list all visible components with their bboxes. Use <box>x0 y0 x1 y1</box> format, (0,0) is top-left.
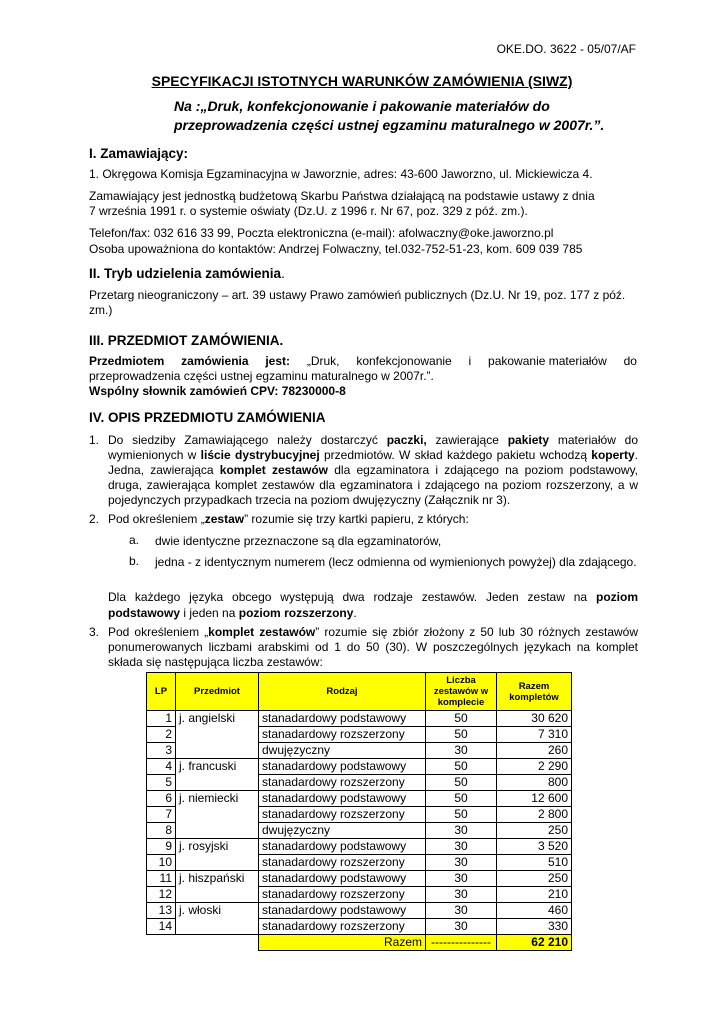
table-sum-row <box>147 935 572 951</box>
sub-item-a-text: dwie identyczne przeznaczone są dla egzaminatorów, <box>155 534 442 548</box>
cell-lp: 13 <box>147 903 176 919</box>
cell-kind: stanadardowy podstawowy <box>259 871 426 887</box>
cell-count: 50 <box>426 775 497 791</box>
word: „Druk, <box>306 354 340 368</box>
table-row <box>147 919 572 935</box>
cell-count: 30 <box>426 903 497 919</box>
cell-count: 50 <box>426 727 497 743</box>
text-run: materiałów do wymienionych w <box>108 433 638 462</box>
empty-cell <box>176 935 259 951</box>
legal-basis-line-2: 7 września 1991 r. o systemie oświaty (Dz.U. z 1996 r. Nr 67, poz. 329 z póź. zm.). <box>89 204 528 218</box>
cell-count: 30 <box>426 919 497 935</box>
cell-lp: 12 <box>147 887 176 903</box>
cell-kind: stanadardowy podstawowy <box>259 711 426 727</box>
cell-lp: 11 <box>147 871 176 887</box>
section-1-contact-person: Osoba upoważniona do kontaktów: Andrzej Folwaczny, tel.032-752-51-23, kom. 609 039 785 <box>89 242 583 256</box>
cell-total: 330 <box>497 919 572 935</box>
table-row <box>147 775 572 791</box>
cell-kind: dwujęzyczny <box>259 743 426 759</box>
item-3-text <box>108 625 638 670</box>
text-run: liście dystrybucyjnej <box>200 448 320 462</box>
text-run: Dla każdego języka obcego występują dwa rodzaje zestawów. Jeden zestaw na <box>108 590 596 604</box>
table-row <box>147 759 572 775</box>
item-1-number: 1. <box>89 433 100 447</box>
table-row <box>147 823 572 839</box>
text-run: Pod określeniem „ <box>108 512 205 526</box>
item-2-number: 2. <box>89 512 100 526</box>
table-row <box>147 871 572 887</box>
text-run: i jeden na <box>180 606 239 620</box>
word: pakowanie materiałów <box>488 354 607 368</box>
item-2-text <box>108 512 638 527</box>
section-2-heading-dot: . <box>281 266 285 281</box>
cell-count: 50 <box>426 711 497 727</box>
table-row <box>147 855 572 871</box>
cell-total: 460 <box>497 903 572 919</box>
cell-total: 2 290 <box>497 759 572 775</box>
header-kind: Rodzaj <box>259 673 426 711</box>
cell-lp: 2 <box>147 727 176 743</box>
section-2-heading <box>89 266 285 281</box>
item-1-text <box>108 433 638 508</box>
table-row <box>147 903 572 919</box>
cell-total: 800 <box>497 775 572 791</box>
cell-total: 260 <box>497 743 572 759</box>
procedure-line-1: Przetarg nieograniczony – art. 39 ustawy Prawo zamówień publicznych (Dz.U. Nr 19, poz. 177 z póź. <box>89 288 626 302</box>
table-row <box>147 711 572 727</box>
table-row <box>147 807 572 823</box>
cell-subject: j. hiszpański <box>176 871 259 887</box>
text-run: dla egzaminatora i zdającego na poziom podstawowy, druga, zawierająca komplet zestawów dla egzaminatora i zdającego na poziom rozszerzony, a w pojedynczych przypadkach trzecia na poziom dwujęzyczny (Załącznik nr 3). <box>108 463 639 507</box>
text-run: Do siedziby Zamawiającego należy dostarczyć <box>108 433 387 447</box>
cell-subject: j. rosyjski <box>176 839 259 855</box>
cell-count: 30 <box>426 855 497 871</box>
cell-count: 50 <box>426 807 497 823</box>
tender-subject <box>174 97 654 135</box>
empty-cell <box>147 935 176 951</box>
text-run: zestaw <box>204 512 245 526</box>
section-1-contact: Telefon/fax: 032 616 33 99, Poczta elektroniczna (e-mail): afolwaczny@oke.jaworzno.pl <box>89 226 554 240</box>
header-lp: LP <box>147 673 176 711</box>
table-header-row <box>147 673 572 711</box>
item-3-number: 3. <box>89 625 100 639</box>
section-2-procedure <box>89 288 637 318</box>
section-3-line-1 <box>89 354 637 369</box>
cell-count: 50 <box>426 759 497 775</box>
text-run: . <box>353 606 357 620</box>
text-run: paczki, <box>386 433 427 447</box>
cell-subject: j. francuski <box>176 759 259 775</box>
section-1-address: 1. Okręgowa Komisja Egzaminacyjna w Jaworznie, adres: 43-600 Jaworzno, ul. Mickiewicza 4. <box>89 167 593 181</box>
section-3-heading: III. PRZEDMIOT ZAMÓWIENIA. <box>89 333 284 348</box>
cell-lp: 8 <box>147 823 176 839</box>
page-title: SPECYFIKACJI ISTOTNYCH WARUNKÓW ZAMÓWIENIA (SIWZ) <box>151 73 573 89</box>
document-reference: OKE.DO. 3622 - 05/07/AF <box>496 42 636 56</box>
section-2-heading-text: II. Tryb udzielenia zamówienia <box>89 266 282 281</box>
cell-lp: 7 <box>147 807 176 823</box>
section-4-heading: IV. OPIS PRZEDMIOTU ZAMÓWIENIA <box>89 410 326 425</box>
tender-subject-line-1: Na :„Druk, konfekcjonowanie i pakowanie materiałów do <box>174 98 550 114</box>
tender-subject-line-2: przeprowadzenia części ustnej egzaminu maturalnego w 2007r.”. <box>174 117 605 133</box>
cell-subject <box>176 807 259 823</box>
cell-total: 30 620 <box>497 711 572 727</box>
cell-subject <box>176 823 259 839</box>
text-run: komplet zestawów <box>219 463 329 477</box>
sub-item-a-letter: a. <box>129 533 140 547</box>
cell-lp: 3 <box>147 743 176 759</box>
section-1-heading: I. Zamawiający: <box>89 146 189 161</box>
cell-count: 30 <box>426 743 497 759</box>
cell-subject: j. angielski <box>176 711 259 727</box>
header-total: Razem kompletów <box>497 673 572 711</box>
cell-lp: 1 <box>147 711 176 727</box>
cpv-code: Wspólny słownik zamówień CPV: 78230000-8 <box>89 384 346 398</box>
cell-total: 250 <box>497 871 572 887</box>
cell-total: 510 <box>497 855 572 871</box>
table-row <box>147 839 572 855</box>
text-run: ” rozumie się trzy kartki papieru, z których: <box>244 512 469 526</box>
cell-total: 3 520 <box>497 839 572 855</box>
cell-kind: stanadardowy rozszerzony <box>259 855 426 871</box>
sum-dashes: --------------- <box>426 935 497 951</box>
cell-kind: stanadardowy rozszerzony <box>259 807 426 823</box>
cell-lp: 14 <box>147 919 176 935</box>
cell-kind: dwujęzyczny <box>259 823 426 839</box>
section-1-legal-basis <box>89 189 637 219</box>
cell-subject <box>176 887 259 903</box>
cell-lp: 4 <box>147 759 176 775</box>
cell-subject <box>176 775 259 791</box>
cell-total: 2 800 <box>497 807 572 823</box>
cell-count: 30 <box>426 887 497 903</box>
cell-subject <box>176 743 259 759</box>
text-run: . Jedna, zawierająca <box>108 448 638 477</box>
cell-kind: stanadardowy podstawowy <box>259 759 426 775</box>
sub-item-b-text: jedna - z identycznym numerem (lecz odmienna od wymienionych powyżej) dla zdającego. <box>155 555 637 569</box>
text-run: poziom podstawowy <box>108 590 638 620</box>
text-run: pakiety <box>507 433 550 447</box>
header-subject: Przedmiot <box>176 673 259 711</box>
word: do <box>623 354 637 368</box>
cell-kind: stanadardowy podstawowy <box>259 903 426 919</box>
cell-count: 50 <box>426 791 497 807</box>
item-2-levels <box>108 589 638 621</box>
cell-kind: stanadardowy rozszerzony <box>259 727 426 743</box>
sets-table <box>146 672 572 951</box>
text-run: ” rozumie się zbiór złożony z 50 lub 30 różnych zestawów ponumerowanych liczbami arabskimi od 1 do 50 (30). W poszczególnych językach na komplet składa się następująca liczba zestawów: <box>108 625 639 669</box>
cell-lp: 5 <box>147 775 176 791</box>
cell-total: 12 600 <box>497 791 572 807</box>
table-row <box>147 791 572 807</box>
sub-item-b-letter: b. <box>129 554 140 568</box>
cell-lp: 10 <box>147 855 176 871</box>
cell-count: 30 <box>426 839 497 855</box>
procedure-line-2: zm.) <box>89 303 113 317</box>
section-3-subject <box>89 354 637 399</box>
cell-kind: stanadardowy podstawowy <box>259 839 426 855</box>
header-count: Liczba zestawów w komplecie <box>426 673 497 711</box>
text-run: poziom rozszerzony <box>238 606 354 620</box>
sum-total: 62 210 <box>497 935 572 951</box>
word: konfekcjonowanie <box>356 354 452 368</box>
section-3-line-2: przeprowadzenia części ustnej egzaminu maturalnego w 2007r.”. <box>89 369 434 383</box>
cell-subject: j. włoski <box>176 903 259 919</box>
text-run: Pod określeniem „ <box>108 625 209 639</box>
cell-kind: stanadardowy rozszerzony <box>259 887 426 903</box>
cell-count: 30 <box>426 823 497 839</box>
cell-total: 210 <box>497 887 572 903</box>
cell-total: 250 <box>497 823 572 839</box>
word: Przedmiotem <box>89 354 165 368</box>
cell-subject <box>176 855 259 871</box>
text-run: przedmiotów. W skład każdego pakietu wchodzą <box>319 448 592 462</box>
cell-count: 30 <box>426 871 497 887</box>
cell-kind: stanadardowy rozszerzony <box>259 919 426 935</box>
table-row <box>147 743 572 759</box>
legal-basis-line-1: Zamawiający jest jednostką budżetową Skarbu Państwa działającą na podstawie ustawy z dnia <box>89 189 595 203</box>
text-run: koperty <box>591 448 635 462</box>
table-body <box>147 711 572 951</box>
cell-lp: 6 <box>147 791 176 807</box>
text-run: komplet zestawów <box>208 625 316 639</box>
cell-subject <box>176 919 259 935</box>
cell-kind: stanadardowy rozszerzony <box>259 775 426 791</box>
cell-total: 7 310 <box>497 727 572 743</box>
cell-kind: stanadardowy podstawowy <box>259 791 426 807</box>
text-run: zawierające <box>426 433 508 447</box>
word: i <box>468 354 472 368</box>
word: zamówienia <box>181 354 249 368</box>
table-row <box>147 887 572 903</box>
table-row <box>147 727 572 743</box>
cell-subject: j. niemiecki <box>176 791 259 807</box>
cell-lp: 9 <box>147 839 176 855</box>
cell-subject <box>176 727 259 743</box>
word: jest: <box>265 354 291 368</box>
sum-label: Razem <box>259 935 426 951</box>
